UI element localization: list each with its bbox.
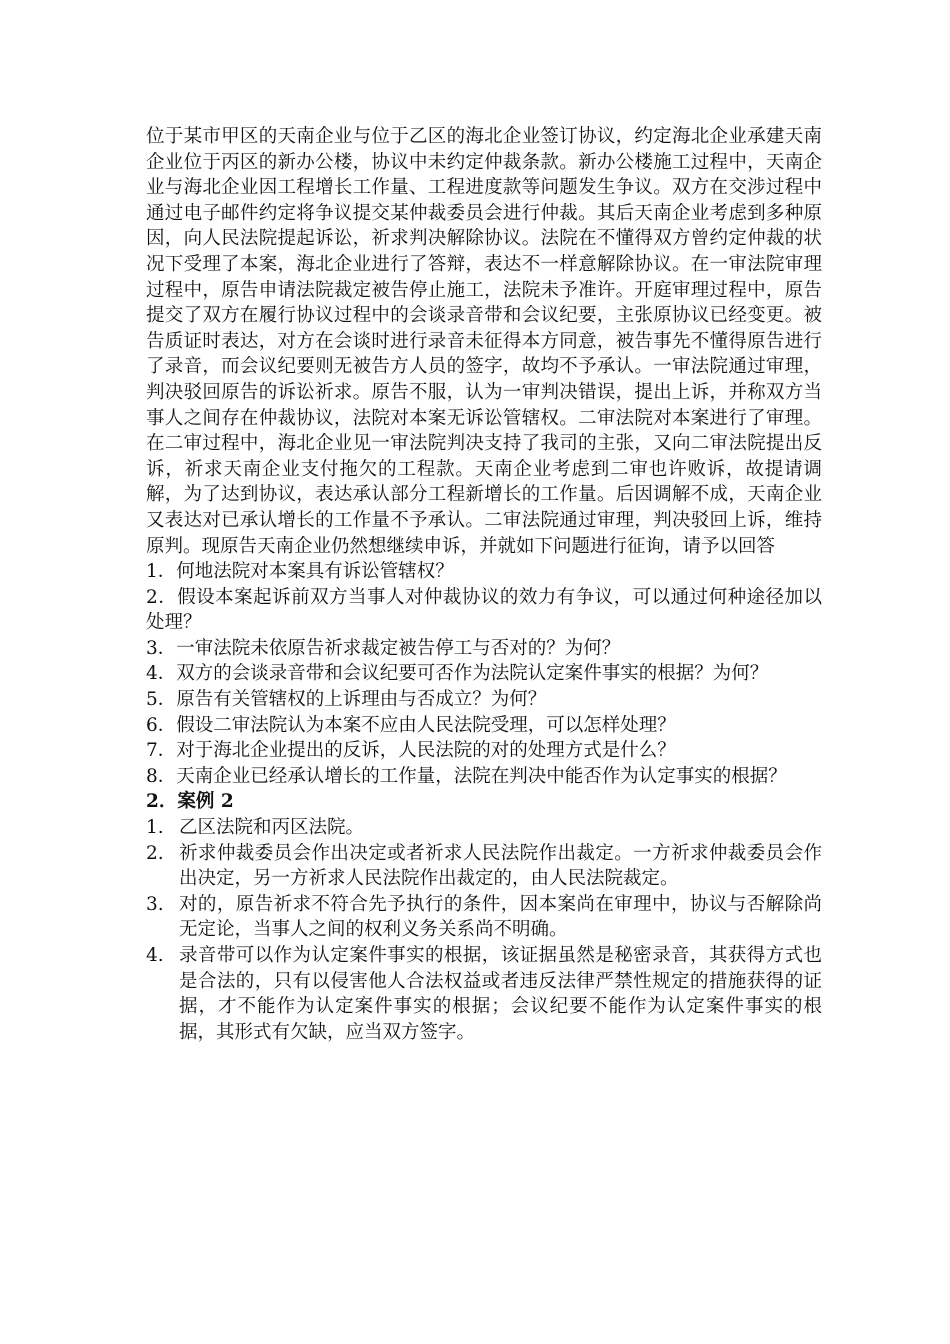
question-item: 6．假设二审法院认为本案不应由人民法院受理，可以怎样处理？ [146,714,676,736]
answer-number: 4. [146,945,164,966]
answer-item [146,841,822,892]
answer-number: 3. [146,893,164,915]
question-item: 2．假设本案起诉前双方当事人对仲裁协议的效力有争议，可以通过何种途径加以处理？ [146,586,822,634]
answer-text: 对的，原告祈求不符合先予执行的条件，因本案尚在审理中，协议与否解除尚无定论，当事人之间的权利义务关系尚不明确。 [179,893,822,941]
question-list [146,559,822,789]
answer-item [146,943,822,1045]
answer-item [146,892,822,943]
case-description: 位于某市甲区的天南企业与位于乙区的海北企业签订协议，约定海北企业承建天南企业位于丙区的新办公楼，协议中未约定仲裁条款。新办公楼施工过程中，天南企业与海北企业因工程增长工作量、工程进度款等问题发生争议。双方在交涉过程中通过电子邮件约定将争议提交某仲裁委员会进行仲裁。其后天南企业考虑到多种原因，向人民法院提起诉讼，祈求判决解除协议。法院在不懂得双方曾约定仲裁的状况下受理了本案，海北企业进行了答辩，表达不一样意解除协议。在一审法院审理过程中，原告申请法院裁定被告停止施工，法院未予准许。开庭审理过程中，原告提交了双方在履行协议过程中的会谈录音带和会议纪要，主张原协议已经变更。被告质证时表达，对方在会谈时进行录音未征得本方同意，被告事先不懂得原告进行了录音，而会议纪要则无被告方人员的签字，故均不予承认。一审法院通过审理，判决驳回原告的诉讼祈求。原告不服，认为一审判决错误，提出上诉，并称双方当事人之间存在仲裁协议，法院对本案无诉讼管辖权。二审法院对本案进行了审理。在二审过程中，海北企业见一审法院判决支持了我司的主张，又向二审法院提出反诉，祈求天南企业支付拖欠的工程款。天南企业考虑到二审也许败诉，故提请调解，为了达到协议，表达承认部分工程新增长的工作量。后因调解不成，天南企业又表达对已承认增长的工作量不予承认。二审法院通过审理，判决驳回上诉，维持原判。现原告天南企业仍然想继续申诉，并就如下问题进行征询，请予以回答 [146,126,822,557]
answer-text: 祈求仲裁委员会作出决定或者祈求人民法院作出裁定。一方祈求仲裁委员会作出决定，另一方祈求人民法院作出裁定的，由人民法院裁定。 [179,842,822,890]
answer-text: 乙区法院和丙区法院。 [179,817,365,839]
question-item: 7．对于海北企业提出的反诉，人民法院的对的处理方式是什么？ [146,740,676,762]
answers-heading: 2．案例 2 [146,791,234,813]
question-item: 3．一审法院未依原告祈求裁定被告停工与否对的？为何？ [146,637,621,659]
question-item: 4．双方的会谈录音带和会议纪要可否作为法院认定案件事实的根据？为何？ [146,663,769,685]
answer-list [146,815,822,1045]
question-item: 1．何地法院对本案具有诉讼管辖权？ [146,561,454,583]
question-item: 5．原告有关管辖权的上诉理由与否成立？为何？ [146,689,547,711]
answer-number: 1. [146,817,164,839]
answer-number: 2. [146,842,164,864]
answer-text: 录音带可以作为认定案件事实的根据，该证据虽然是秘密录音，其获得方式也是合法的，只有以侵害他人合法权益或者违反法律严禁性规定的措施获得的证据，才不能作为认定案件事实的根据；会议纪要不能作为认定案件事实的根据，其形式有欠缺，应当双方签字。 [179,945,822,1043]
answer-item [146,815,822,841]
question-item: 8．天南企业已经承认增长的工作量，法院在判决中能否作为认定事实的根据？ [146,765,787,787]
document-page [146,124,822,1045]
